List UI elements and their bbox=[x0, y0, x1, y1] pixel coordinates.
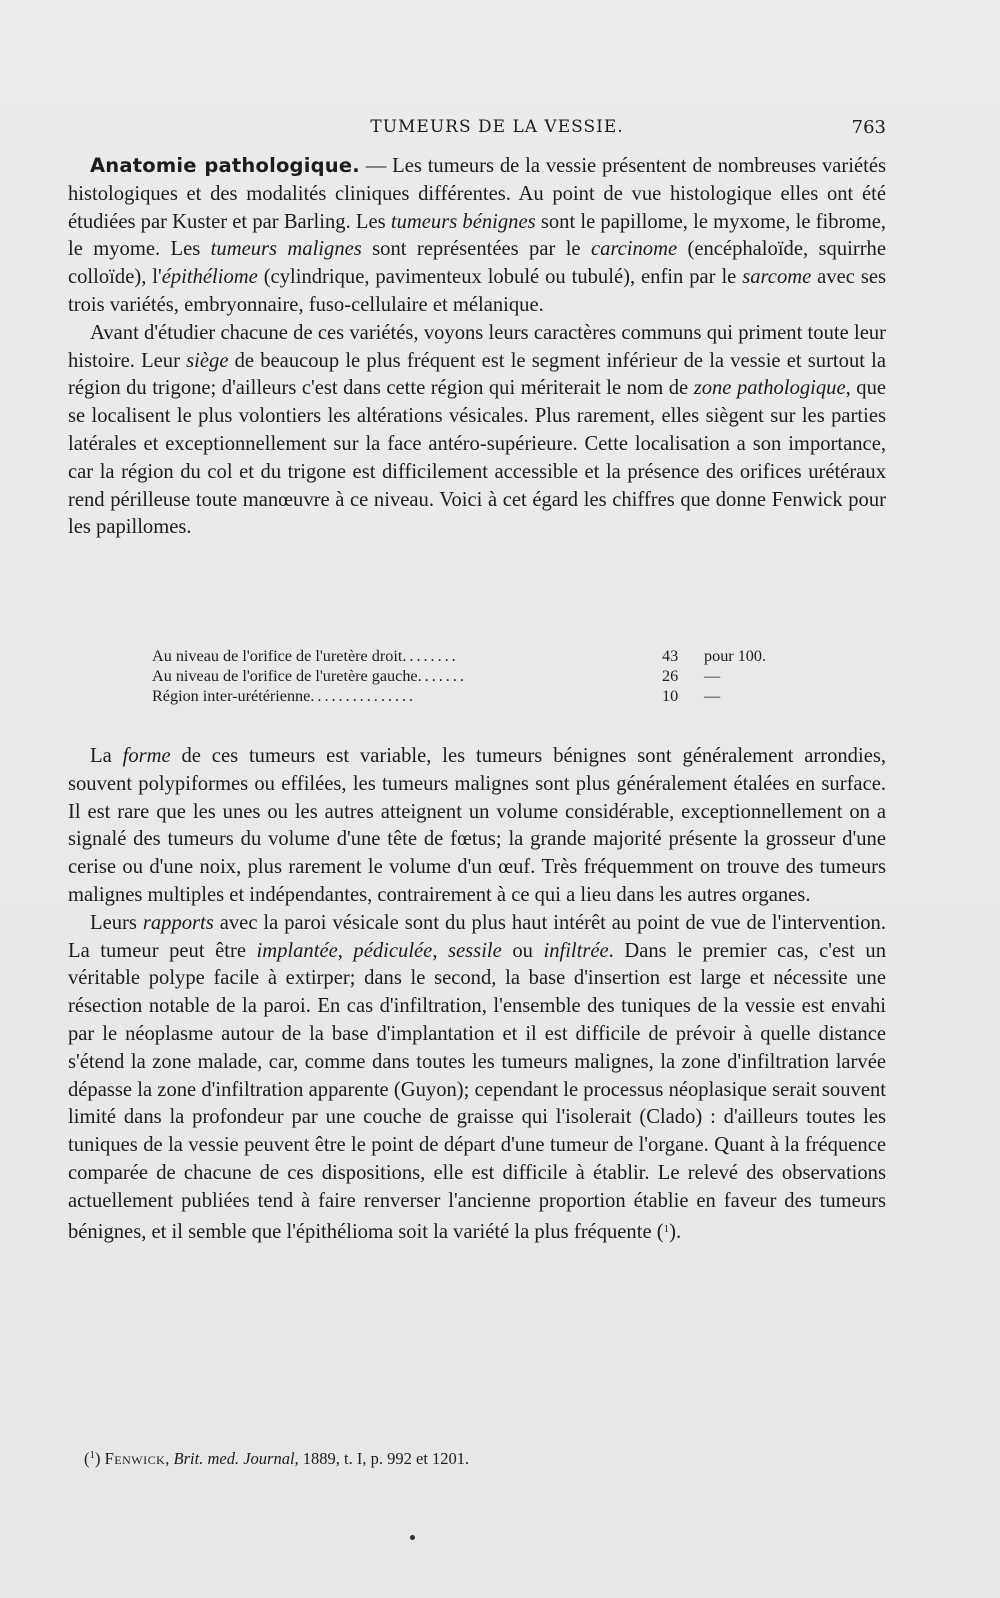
table-row bbox=[152, 646, 766, 666]
stat-label: Au niveau de l'orifice de l'uretère droit bbox=[152, 647, 403, 665]
paragraph-siege: Avant d'étudier chacune de ces variétés, voyons leurs caractères communs qui priment toute leur histoire. Leur siège de beaucoup le plus fréquent est le segment inférieur de la vessie et surtout la région du trigone; d'ailleurs c'est dans cette région qui mériterait le nom de zone pathologique, que se localisent le plus volontiers les altérations vésicales. Plus rarement, elles siègent sur les parties latérales et exceptionnellement sur la face antéro-supérieure. Cette localisation a son importance, car la région du col et du trigone est difficilement accessible et la présence des orifices urétéraux rend périlleuse toute manœuvre à ce niveau. Voici à cet égard les chiffres que donne Fenwick pour les papillomes. bbox=[68, 321, 887, 539]
footnote-journal: Brit. med. Journal bbox=[173, 1449, 295, 1468]
text-block-upper bbox=[68, 152, 886, 542]
stat-unit: — bbox=[704, 667, 721, 685]
stat-unit: pour 100. bbox=[704, 647, 767, 665]
footnote-details: , 1889, t. I, p. 992 et 1201. bbox=[294, 1449, 470, 1468]
running-title: TUMEURS DE LA VESSIE. bbox=[370, 117, 624, 137]
footnote: ($^1$) Fenwick, Brit. med. Journal, 1889, t. I, p. 992 et 1201. bbox=[84, 1449, 470, 1468]
stat-value: 43 bbox=[662, 647, 679, 665]
leader-dots: ............... bbox=[310, 687, 417, 705]
paragraph-anatomie: Anatomie pathologique. — Les tumeurs de la vessie présentent de nombreuses variétés histologiques et des modalités cliniques différentes. Au point de vue histologique elles ont été étudiées par Kuster et par Barling. Les tumeurs bénignes sont le papillome, le myxome, le fibrome, le myome. Les tumeurs malignes sont représentées par le carcinome (encéphaloïde, squirrhe colloïde), l'épithéliome (cylindrique, pavimenteux lobulé ou tubulé), enfin par le sarcome avec ses trois variétés, embryonnaire, fuso-cellulaire et mélanique. bbox=[68, 154, 886, 316]
page-number: 763 bbox=[851, 117, 886, 138]
paragraph-forme: La forme de ces tumeurs est variable, les tumeurs bénignes sont généralement arrondies, souvent polypiformes ou effilées, les tumeurs malignes sont plus généralement étalées en surface. Il est rare que les unes ou les autres atteignent un volume considérable, exceptionnellement on a signalé des tumeurs du volume d'une tête de fœtus; la grande majorité présente la grosseur d'une cerise ou d'une noix, plus rarement le volume d'un œuf. Très fréquemment on trouve des tumeurs malignes multiples et indépendantes, contrairement à ce qui a lieu dans les autres organes. bbox=[68, 745, 886, 906]
table-row bbox=[152, 666, 766, 686]
paragraph-rapports: Leurs rapports avec la paroi vésicale sont du plus haut intérêt au point de vue de l'intervention. La tumeur peut être implantée, pédiculée, sessile ou infiltrée. Dans le premier cas, c'est un véritable polype facile à extirper; dans le second, la base d'insertion est large et nécessite une résection notable de la paroi. En cas d'infiltration, l'ensemble des tuniques de la vessie est envahi par le néoplasme autour de la base d'implantation et il est difficile de prévoir à quelle distance s'étend la zone malade, car, comme dans toutes les tumeurs malignes, la zone d'infiltration larvée dépasse la zone d'infiltration apparente (Guyon); cependant le processus néoplasique serait souvent limité dans la profondeur par une couche de graisse qui l'isolerait (Clado) : d'ailleurs toutes les tuniques de la vessie peuvent être le point de départ d'une tumeur de l'organe. Quant à la fréquence comparée de chacune de ces dispositions, elle est difficile à établir. Le relevé des observations actuellement publiées tend à faire renverser l'ancienne proportion établie en faveur des tumeurs bénignes, et il semble que l'épithélioma soit la variété la plus fréquente ($^1$). bbox=[68, 911, 887, 1243]
footnote-marker: 1 bbox=[89, 1449, 95, 1461]
footnote-author: Fenwick bbox=[104, 1449, 166, 1468]
running-header bbox=[68, 117, 886, 143]
stat-value: 10 bbox=[662, 687, 679, 705]
text-block-lower bbox=[68, 743, 886, 1246]
section-heading: Anatomie pathologique. bbox=[90, 154, 360, 177]
stat-unit: — bbox=[704, 687, 721, 705]
stat-value: 26 bbox=[662, 667, 679, 685]
stat-label: Région inter-urétérienne bbox=[152, 687, 311, 705]
stat-label: Au niveau de l'orifice de l'uretère gauche bbox=[152, 667, 418, 685]
leader-dots: ........ bbox=[402, 647, 459, 665]
leader-dots: ....... bbox=[417, 667, 467, 685]
footnote-reference[interactable]: 1 bbox=[663, 1222, 670, 1235]
print-mark bbox=[410, 1535, 415, 1540]
statistics-table bbox=[152, 646, 766, 706]
table-row bbox=[152, 686, 766, 706]
